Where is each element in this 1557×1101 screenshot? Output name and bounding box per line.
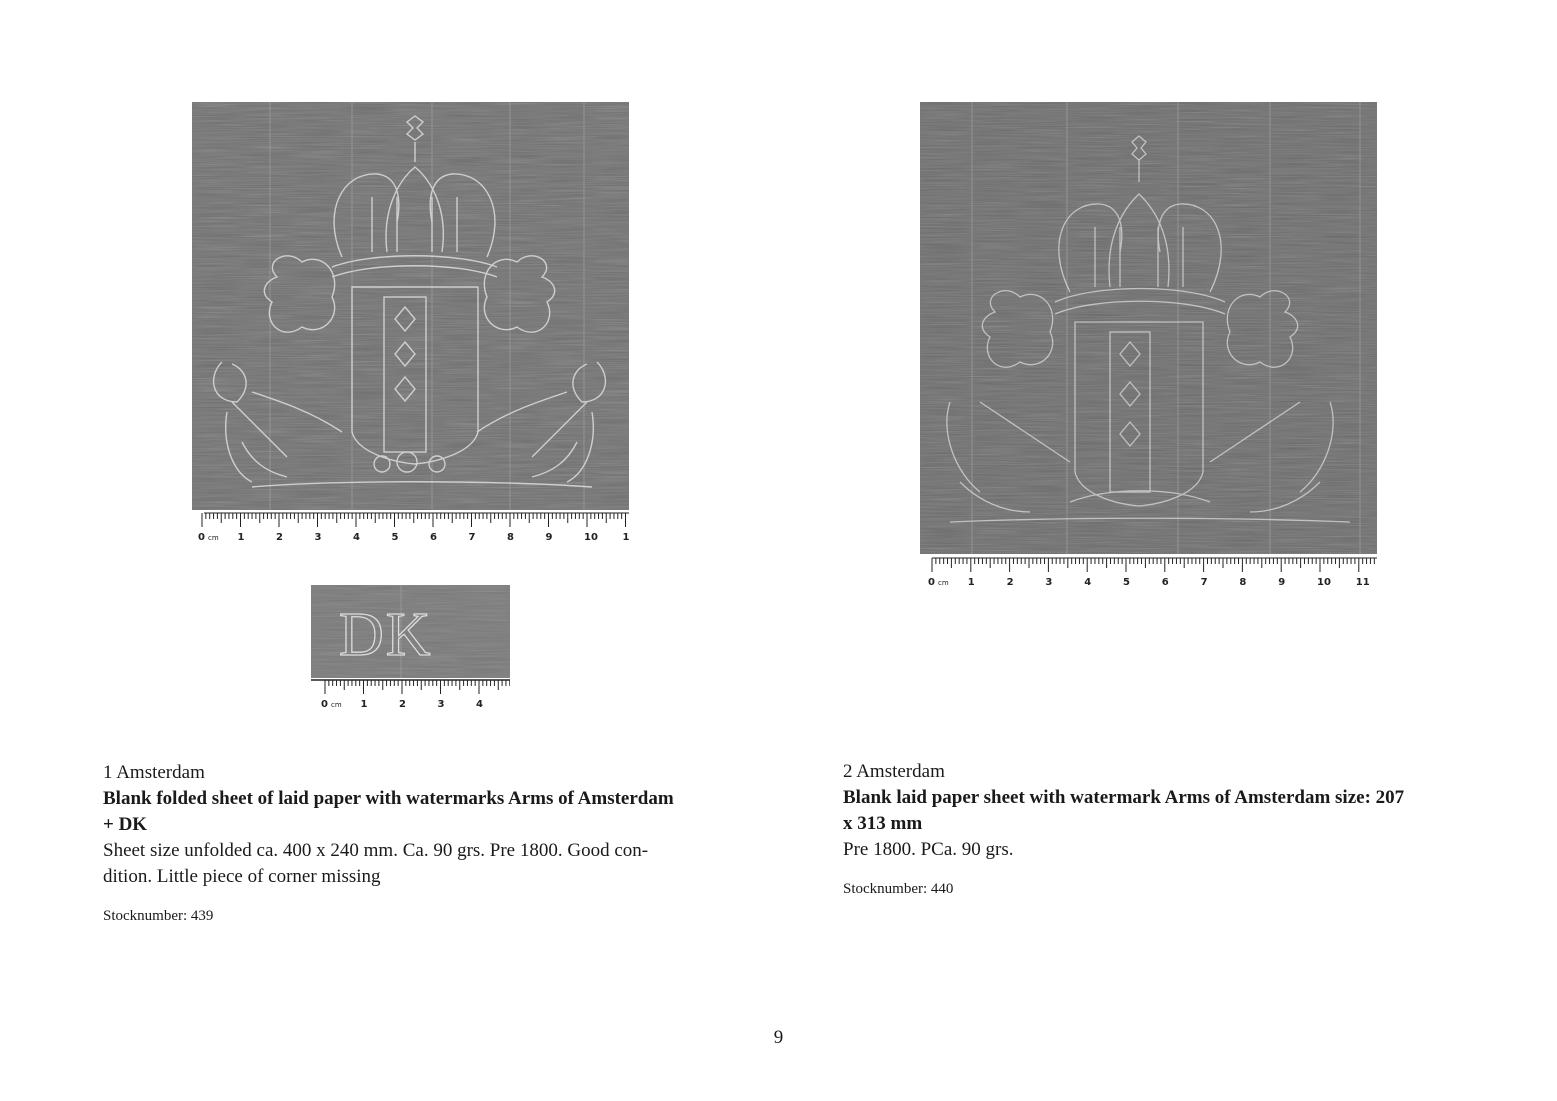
ruler-number: 5 <box>1123 577 1130 588</box>
watermark-image-arms-of-amsterdam-1 <box>192 102 629 547</box>
catalogue-entry-2 <box>843 759 1483 899</box>
entry-headline-line-1: Blank folded sheet of laid paper with watermarks Arms of Amsterdam <box>103 788 674 809</box>
ruler-number: 4 <box>1084 577 1092 588</box>
ruler-number: 3 <box>437 699 445 710</box>
page-number: 9 <box>773 1027 784 1048</box>
dk-watermark-letters: DK <box>339 601 433 669</box>
ruler-unit: cm <box>938 579 949 587</box>
ruler-number: 11 <box>1355 577 1370 588</box>
ruler-number: 8 <box>507 532 514 543</box>
ruler-number: 10 <box>1317 577 1331 588</box>
ruler-number: 3 <box>314 532 322 543</box>
entry-headline-line-1: Blank laid paper sheet with watermark Arms of Amsterdam size: 207 <box>843 787 1405 808</box>
ruler-number: 7 <box>468 532 476 543</box>
ruler-number: 6 <box>1161 577 1169 588</box>
entry-description-line-1: Sheet size unfolded ca. 400 x 240 mm. Ca. 90 grs. Pre 1800. Good con- <box>103 840 649 861</box>
ruler-unit: cm <box>331 701 342 709</box>
ruler-number: 9 <box>1278 577 1286 588</box>
ruler-number: 1 <box>237 532 245 543</box>
ruler-number: 8 <box>1239 577 1247 588</box>
entry-headline-line-2: x 313 mm <box>843 813 923 834</box>
ruler-number: 2 <box>1006 577 1014 588</box>
catalogue-entry-1 <box>103 760 743 926</box>
stocknumber: Stocknumber: 440 <box>843 881 954 897</box>
ruler-number: 4 <box>353 532 360 543</box>
ruler-number: 7 <box>1200 577 1208 588</box>
watermark-image-arms-of-amsterdam-2 <box>920 102 1377 592</box>
ruler-number: 10 <box>584 532 598 543</box>
ruler-number: 0 <box>198 532 205 543</box>
ruler-number: 6 <box>430 532 437 543</box>
entry-description-line-1: Pre 1800. PCa. 90 grs. <box>843 839 1014 860</box>
entry-description-line-2: dition. Little piece of corner missing <box>103 866 381 887</box>
ruler-number: 1 <box>967 577 975 588</box>
ruler-number: 0 <box>928 577 935 588</box>
entry-headline-line-2: + DK <box>103 814 148 835</box>
ruler-number: 5 <box>391 532 399 543</box>
stocknumber: Stocknumber: 439 <box>103 908 214 924</box>
entry-number-title: 1 Amsterdam <box>103 762 205 783</box>
ruler-number: 1 <box>622 532 629 543</box>
ruler-number: 1 <box>360 699 368 710</box>
ruler-number: 4 <box>476 699 483 710</box>
ruler-number: 0 <box>321 699 328 710</box>
entry-number-title: 2 Amsterdam <box>843 761 945 782</box>
ruler-number: 3 <box>1045 577 1053 588</box>
watermark-image-dk-detail <box>311 585 510 715</box>
ruler-unit: cm <box>208 534 219 542</box>
ruler-number: 2 <box>276 532 283 543</box>
ruler-number: 9 <box>545 532 553 543</box>
ruler-number: 2 <box>399 699 406 710</box>
